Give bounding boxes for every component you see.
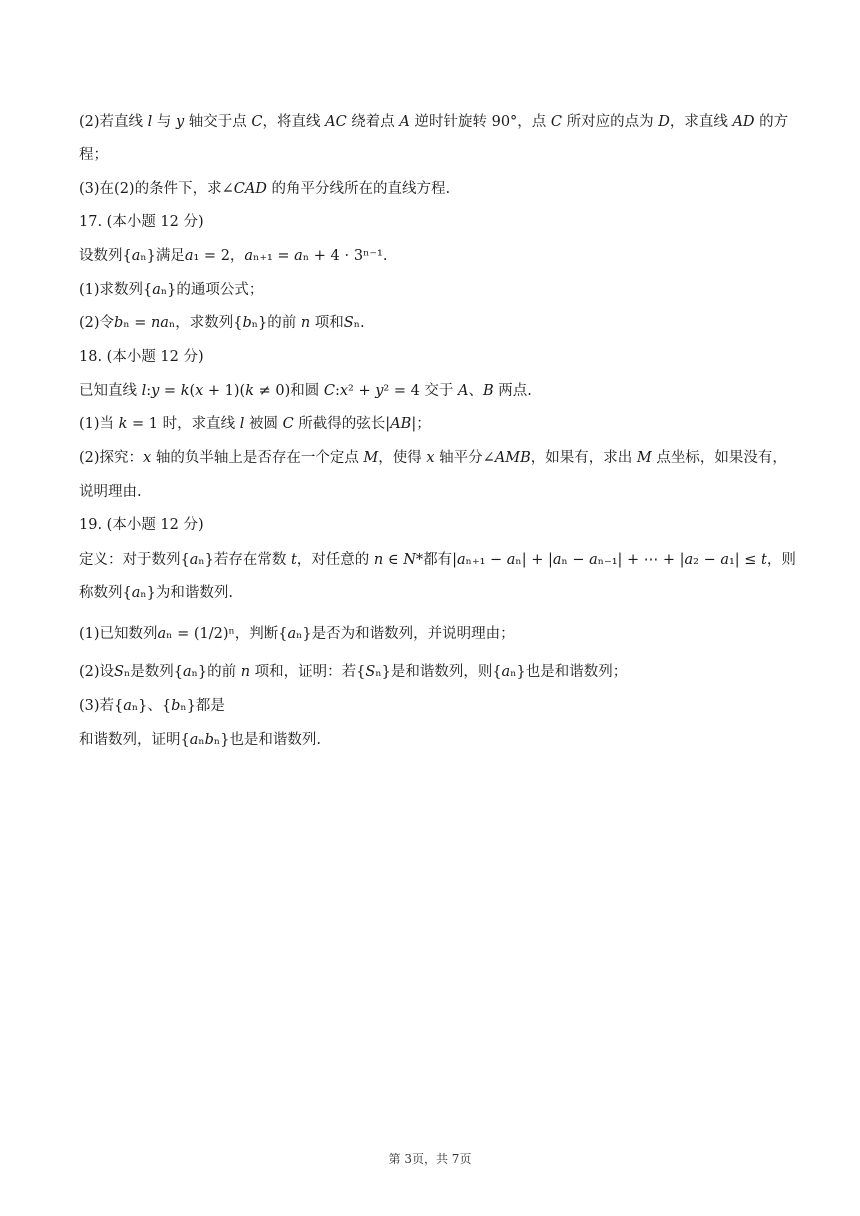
q17-heading: 17. (本小题 12 分) bbox=[79, 214, 204, 230]
q18-part1: (1)当 𝑘 = 1 时，求直线 𝑙 被圆 𝐶 所截得的弦长|𝐴𝐵|； bbox=[79, 416, 431, 432]
q18-heading: 18. (本小题 12 分) bbox=[79, 349, 204, 365]
q18-stem: 已知直线 𝑙:𝑦 = 𝑘(𝑥 + 1)(𝑘 ≠ 0)和圆 𝐶:𝑥² + 𝑦² = 4 交于 𝐴、𝐵 两点. bbox=[79, 383, 532, 399]
q16-part2-line1: (2)若直线 𝑙 与 𝑦 轴交于点 𝐶，将直线 𝐴𝐶 绕着点 𝐴 逆时针旋转 90°，点 𝐶 所对应的点为 𝐷，求直线 𝐴𝐷 的方 bbox=[79, 114, 789, 130]
q16-part3: (3)在(2)的条件下，求∠𝐶𝐴𝐷 的角平分线所在的直线方程. bbox=[79, 181, 451, 197]
q17-part2: (2)令𝑏ₙ = 𝑛𝑎ₙ，求数列{𝑏ₙ}的前 𝑛 项和𝑆ₙ. bbox=[79, 315, 365, 331]
q19-definition-line2: 称数列{𝑎ₙ}为和谐数列. bbox=[79, 585, 233, 601]
q19-part1: (1)已知数列𝑎ₙ = (1/2)ⁿ，判断{𝑎ₙ}是否为和谐数列，并说明理由； bbox=[79, 626, 515, 642]
q17-stem: 设数列{𝑎ₙ}满足𝑎₁ = 2，𝑎ₙ₊₁ = 𝑎ₙ + 4 ⋅ 3ⁿ⁻¹. bbox=[79, 248, 388, 264]
q19-heading: 19. (本小题 12 分) bbox=[79, 517, 204, 533]
q17-part1: (1)求数列{𝑎ₙ}的通项公式； bbox=[79, 282, 264, 298]
q16-part2-line2: 程； bbox=[79, 147, 108, 163]
q18-part2-line2: 说明理由. bbox=[79, 484, 142, 500]
q19-part2: (2)设𝑆ₙ是数列{𝑎ₙ}的前 𝑛 项和，证明：若{𝑆ₙ}是和谐数列，则{𝑎ₙ}也是和谐数列； bbox=[79, 664, 628, 680]
q19-definition-line1: 定义：对于数列{𝑎ₙ}若存在常数 𝑡，对任意的 𝑛 ∈ 𝑁*都有|𝑎ₙ₊₁ − 𝑎ₙ| + |𝑎ₙ − 𝑎ₙ₋₁| + ⋯ + |𝑎₂ − 𝑎₁| ≤ 𝑡，则 bbox=[79, 552, 796, 568]
q19-part3-line2: 和谐数列，证明{𝑎ₙ𝑏ₙ}也是和谐数列. bbox=[79, 732, 322, 748]
q19-part3-line1: (3)若{𝑎ₙ}、{𝑏ₙ}都是 bbox=[79, 698, 225, 714]
page-number: 第 3页，共 7页 bbox=[388, 1152, 472, 1166]
q18-part2-line1: (2)探究：𝑥 轴的负半轴上是否存在一个定点 𝑀，使得 𝑥 轴平分∠𝐴𝑀𝐵，如果有，求出 𝑀 点坐标，如果没有， bbox=[79, 450, 787, 466]
